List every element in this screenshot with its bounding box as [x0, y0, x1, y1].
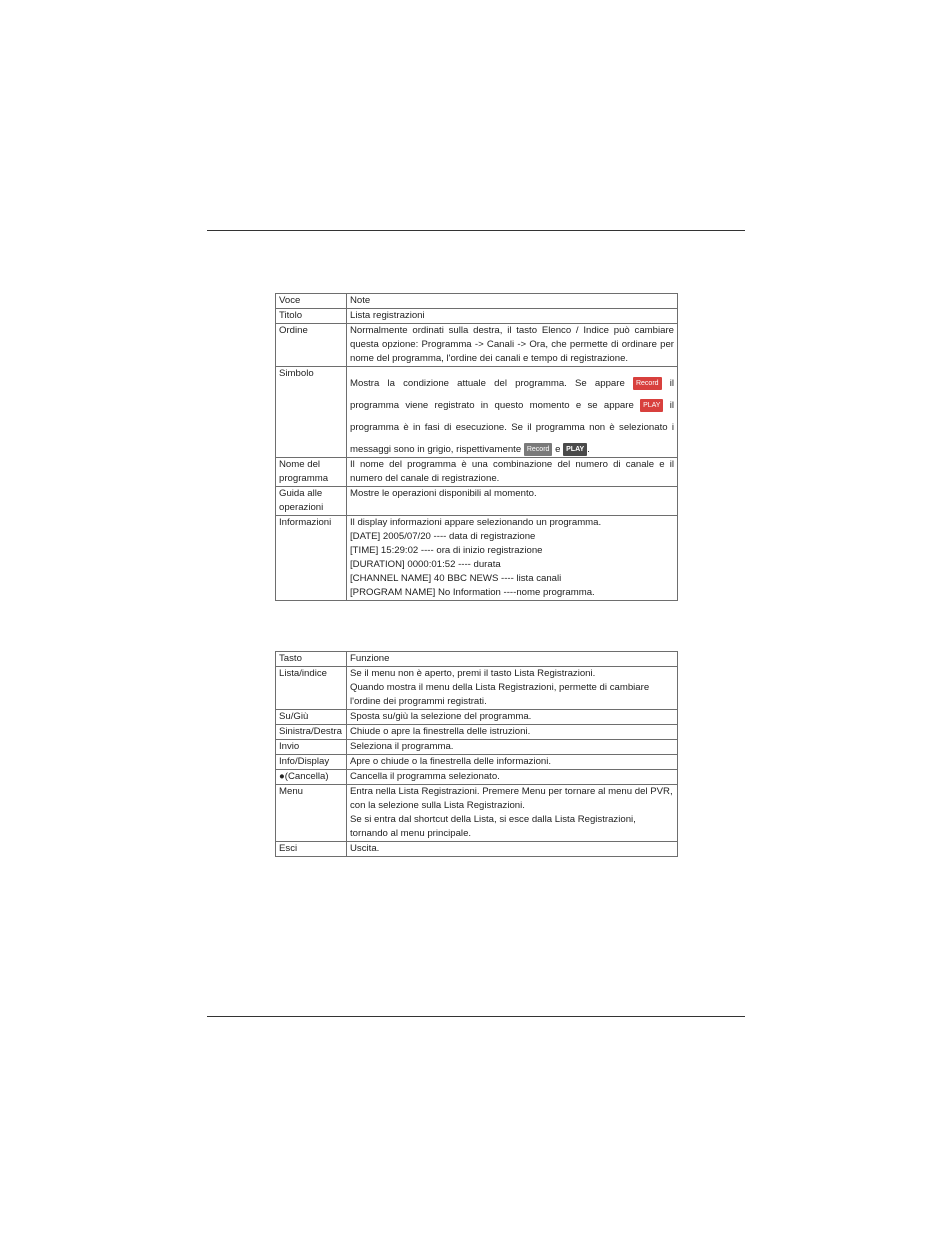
row-ordine [276, 324, 678, 367]
text-line: programma è in fasi di esecuzione. Se il programma non è selezionato i [350, 422, 674, 433]
row-informazioni [276, 516, 678, 601]
text-line: [DATE] 2005/07/20 ---- data di registrazione [350, 531, 536, 542]
text-line: l'ordine dei programmi registrati. [350, 696, 487, 707]
row-label: Titolo [276, 309, 347, 324]
row-guida [276, 487, 678, 516]
text-segment: e [555, 444, 561, 455]
text-segment: Mostra la condizione attuale del programma. Se appare [350, 378, 625, 389]
text-line: Entra nella Lista Registrazioni. Premere Menu per tornare al menu del PVR, [350, 786, 673, 797]
play-badge-gray-icon: PLAY [563, 443, 587, 456]
text-line [350, 369, 674, 391]
row-label [276, 458, 347, 487]
row-label: Su/Giù [276, 710, 347, 725]
row-text [347, 667, 678, 710]
text-line: [DURATION] 0000:01:52 ---- durata [350, 559, 501, 570]
text-line: Quando mostra il menu della Lista Registrazioni, permette di cambiare [350, 682, 650, 693]
text-line: [CHANNEL NAME] 40 BBC NEWS ---- lista canali [350, 573, 562, 584]
text-line: Normalmente ordinati sulla destra, il tasto Elenco / Indice può cambiare [350, 325, 674, 336]
text-line: Se il menu non è aperto, premi il tasto Lista Registrazioni. [350, 668, 596, 679]
header-voce: Voce [276, 294, 347, 309]
row-label: Informazioni [276, 516, 347, 601]
header-note: Note [347, 294, 678, 309]
row-text: Seleziona il programma. [347, 740, 678, 755]
row-simbolo [276, 367, 678, 458]
header-tasto: Tasto [276, 652, 347, 667]
row-su-giu [276, 710, 678, 725]
row-text [347, 367, 678, 458]
label-line: Guida alle [279, 488, 323, 499]
text-line [350, 435, 674, 457]
label-line: operazioni [279, 502, 324, 513]
row-menu [276, 785, 678, 842]
text-segment: il [669, 400, 674, 411]
text-segment: messaggi sono in grigio, rispettivamente [350, 444, 522, 455]
row-text: Uscita. [347, 842, 678, 857]
row-invio [276, 740, 678, 755]
row-titolo [276, 309, 678, 324]
text-line: questa opzione: Programma -> Canali -> Ora, che permette di ordinare per [350, 339, 674, 350]
row-text: Apre o chiude o la finestrella delle informazioni. [347, 755, 678, 770]
row-label [276, 487, 347, 516]
table-tasto-funzione [275, 651, 678, 857]
bottom-rule [207, 1016, 745, 1017]
play-badge-icon: PLAY [640, 399, 663, 412]
table-header-row [276, 652, 678, 667]
row-label: Invio [276, 740, 347, 755]
row-text [347, 324, 678, 367]
record-badge-icon: Record [633, 377, 662, 390]
text-line: con la selezione sulla Lista Registrazioni. [350, 800, 525, 811]
row-esci [276, 842, 678, 857]
row-label: Info/Display [276, 755, 347, 770]
row-text: Cancella il programma selezionato. [347, 770, 678, 785]
row-nome-programma [276, 458, 678, 487]
record-badge-gray-icon: Record [524, 443, 553, 456]
text-segment: programma viene registrato in questo momento e se appare [350, 400, 634, 411]
label-line: Nome del [279, 459, 321, 470]
table-voce-note [275, 293, 678, 601]
row-cancella [276, 770, 678, 785]
row-text [347, 458, 678, 487]
text-line: [TIME] 15:29:02 ---- ora di inizio registrazione [350, 545, 543, 556]
row-label: Lista/indice [276, 667, 347, 710]
row-info-display [276, 755, 678, 770]
text-line: tornando al menu principale. [350, 828, 472, 839]
row-text: Mostre le operazioni disponibili al momento. [347, 487, 678, 516]
row-label: Simbolo [276, 367, 347, 458]
table-header-row [276, 294, 678, 309]
row-label: Ordine [276, 324, 347, 367]
row-label: Menu [276, 785, 347, 842]
row-text: Lista registrazioni [347, 309, 678, 324]
text-line: Se si entra dal shortcut della Lista, si esce dalla Lista Registrazioni, [350, 814, 636, 825]
row-text: Chiude o apre la finestrella delle istruzioni. [347, 725, 678, 740]
text-segment: . [587, 444, 590, 455]
row-text [347, 516, 678, 601]
label-line: programma [279, 473, 329, 484]
row-text: Sposta su/giù la selezione del programma. [347, 710, 678, 725]
header-funzione: Funzione [347, 652, 678, 667]
row-label: Sinistra/Destra [276, 725, 347, 740]
text-segment: il [669, 378, 675, 389]
row-lista-indice [276, 667, 678, 710]
row-sinistra-destra [276, 725, 678, 740]
text-line: nome del programma, l'ordine dei canali e tempo di registrazione. [350, 353, 629, 364]
row-label: ●(Cancella) [276, 770, 347, 785]
row-text [347, 785, 678, 842]
text-line: [PROGRAM NAME] No Information ----nome programma. [350, 587, 595, 598]
row-label: Esci [276, 842, 347, 857]
text-line [350, 391, 674, 413]
text-line: numero del canale di registrazione. [350, 473, 500, 484]
text-line: Il display informazioni appare selezionando un programma. [350, 517, 602, 528]
top-rule [207, 230, 745, 231]
text-line: Il nome del programma è una combinazione del numero di canale e il [350, 459, 674, 470]
